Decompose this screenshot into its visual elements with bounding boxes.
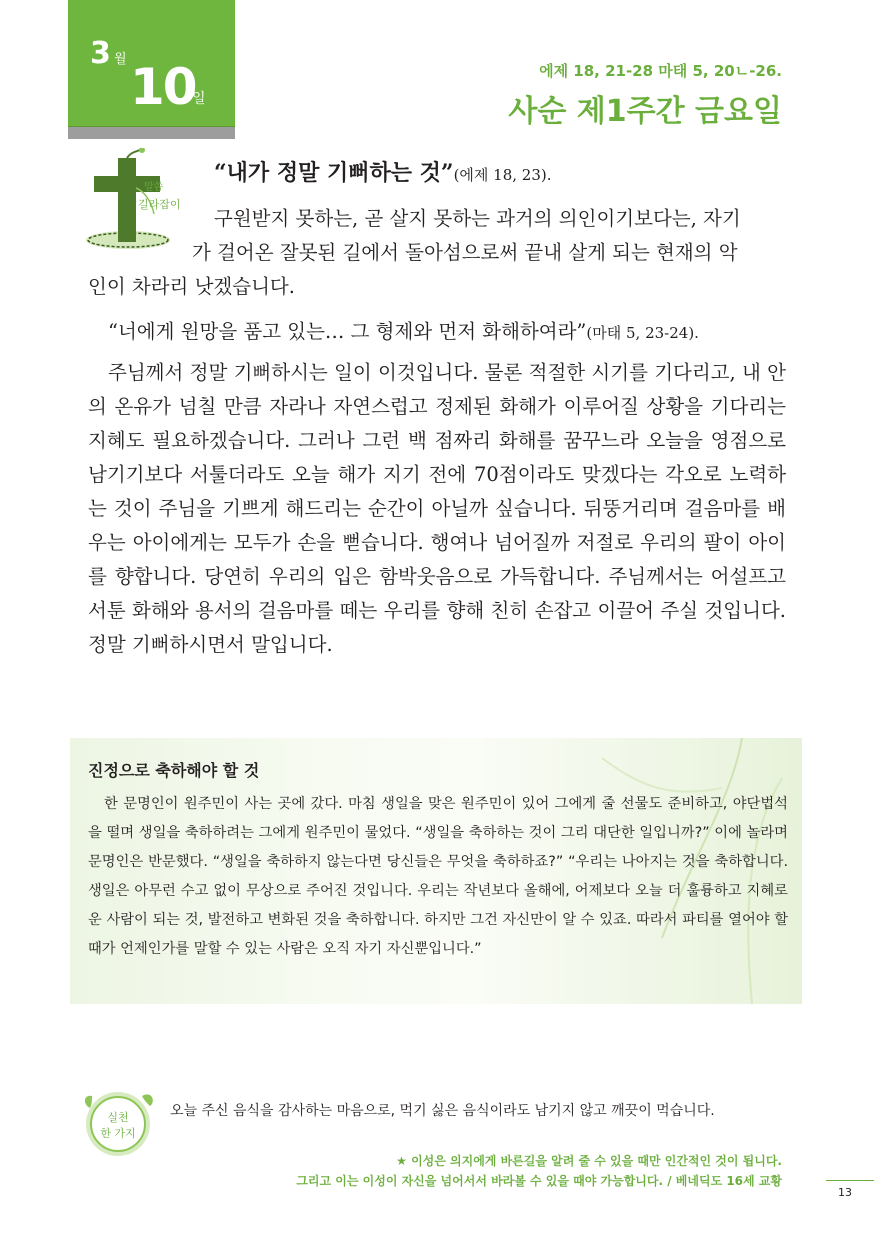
page-number-rule: [826, 1180, 874, 1181]
logo-text-2: 길라잡이: [138, 198, 181, 211]
logo-text-1: 말씀: [144, 182, 164, 193]
story-box: [70, 738, 802, 1004]
date-tab: [68, 0, 235, 139]
story-box-text: 한 문명인이 원주민이 사는 곳에 갔다. 마침 생일을 맞은 원주민이 있어 그에게 줄 선물도 준비하고, 야단법석을 떨며 생일을 축하하려는 그에게 원주민이 물었다. “생일을 축하하는 것이 그리 대단한 일입니까?” 이에 놀라며 문명인은 반문했다. “생일을 축하하지 않는다면 당신들은 무엇을 축하하죠?” “우리는 나아지는 것을 축하합니다. 생일은 아무런 수고 없이 무상으로 주어진 것입니다. 우리는 작년보다 올해에, 어제보다 오늘 더 훌륭하고 지혜로운 사람이 되는 것, 발전하고 변화된 것을 축하합니다. 하지만 그건 자신만이 알 수 있죠. 따라서 파티를 열어야 할 때가 언제인가를 말할 수 있는 사람은 오직 자기 자신뿐입니다.”: [88, 796, 788, 957]
readings-reference: 에제 18, 21-28 마태 5, 20ㄴ-26.: [539, 62, 782, 80]
practice-text: 오늘 주신 음식을 감사하는 마음으로, 먹기 싫은 음식이라도 남기지 않고 깨끗이 먹습니다.: [170, 1103, 715, 1119]
story-box-title: 진정으로 축하해야 할 것: [88, 761, 260, 780]
month-suffix: 월: [114, 52, 127, 67]
paragraph-1-line-1: 구원받지 못하는, 곧 살지 못하는 과거의 의인이기보다는, 자기: [214, 207, 741, 230]
scripture-quote-1: [214, 156, 552, 187]
quote1-ref: (에제 18, 23).: [453, 166, 552, 184]
quote2-text: “너에게 원망을 품고 있는… 그 형제와 먼저 화해하여라”: [108, 320, 587, 343]
practice-badge-icon: [80, 1084, 158, 1162]
paragraph-1-line-3: 인이 차라리 낫겠습니다.: [88, 275, 295, 298]
footnote-line-2: 그리고 이는 이성이 자신을 넘어서서 바라볼 수 있을 때야 가능합니다. / 베네딕도 16세 교황: [296, 1174, 782, 1188]
badge-text-2: 한 가지: [100, 1127, 136, 1140]
day-number: 10: [130, 58, 196, 116]
quote2-ref: (마태 5, 23-24).: [586, 324, 699, 342]
paragraph-1-line-2: 가 걸어온 잘못된 길에서 돌아섬으로써 끝내 살게 되는 현재의 악: [192, 241, 738, 264]
scripture-quote-2: [108, 316, 699, 344]
month-number: 3: [90, 36, 111, 71]
badge-text-1: 실천: [107, 1111, 129, 1124]
cross-with-thorns-icon: [82, 148, 188, 254]
footnote-line-1: ★ 이성은 의지에게 바른길을 알려 줄 수 있을 때만 인간적인 것이 됩니다.: [396, 1154, 782, 1168]
date-tab-inner: [68, 0, 235, 127]
day-suffix: 일: [192, 91, 206, 107]
quote1-text: “내가 정말 기뻐하는 것”: [214, 160, 454, 186]
paragraph-2: 주님께서 정말 기뻐하시는 일이 이것입니다. 물론 적절한 시기를 기다리고, 내 안의 온유가 넘칠 만큼 자라나 자연스럽고 정제된 화해가 이루어질 상황을 기다리는 지혜도 필요하겠습니다. 그러나 그런 백 점짜리 화해를 꿈꾸느라 오늘을 영점으로 남기기보다 서툴더라도 오늘 해가 지기 전에 70점이라도 맞겠다는 각오로 노력하는 것이 주님을 기쁘게 해드리는 순간이 아닐까 싶습니다. 뒤뚱거리며 걸음마를 배우는 아이에게는 모두가 손을 뻗습니다. 행여나 넘어질까 저절로 우리의 팔이 아이를 향합니다. 당연히 우리의 입은 함박웃음으로 가득합니다. 주님께서는 어설프고 서툰 화해와 용서의 걸음마를 떼는 우리를 향해 친히 손잡고 이끌어 주실 것입니다. 정말 기뻐하시면서 말입니다.: [88, 361, 786, 656]
liturgical-day-title: 사순 제1주간 금요일: [508, 94, 782, 129]
page-number: 13: [838, 1186, 852, 1199]
